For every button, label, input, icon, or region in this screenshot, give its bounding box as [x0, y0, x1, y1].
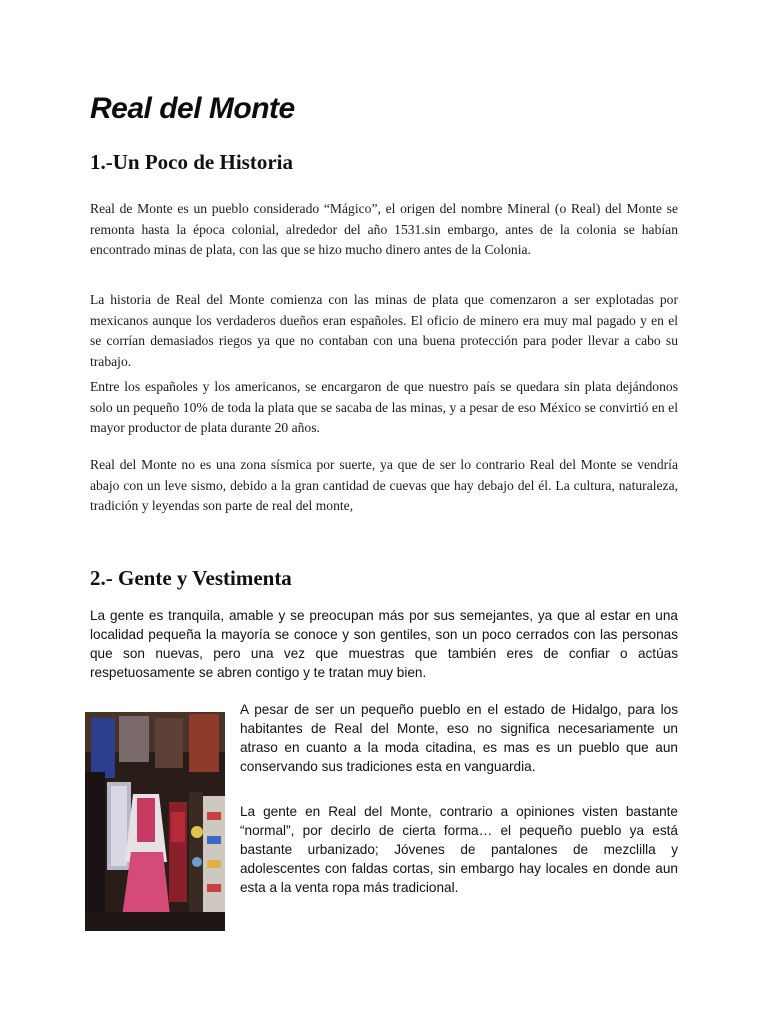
clothing-shop-illustration: [85, 712, 225, 931]
paragraph: Real del Monte no es una zona sísmica por suerte, ya que de ser lo contrario Real del Monte se vendría abajo con un leve sismo, debido a la gran cantidad de cuevas que hay debajo del él. La cultura, naturaleza, tradición y leyendas son parte de real del monte,: [90, 457, 678, 513]
paragraph: A pesar de ser un pequeño pueblo en el estado de Hidalgo, para los habitantes de Real del Monte, eso no significa necesariamente un atraso en cuanto a la moda citadina, es mas es un pueblo que aun conservando sus tradiciones esta en vanguardia.: [240, 702, 678, 774]
paragraph: La gente en Real del Monte, contrario a opiniones visten bastante “normal”, por decirlo de cierta forma… el pequeño pueblo ya está bastante urbanizado; Jóvenes de pantalones de mezclilla y adolescentes con faldas cortas, sin embargo hay locales en donde aun esta a la venta ropa más tradicional.: [240, 804, 678, 895]
document-title: Real del Monte: [90, 92, 295, 125]
clothing-shop-photo: [85, 712, 225, 931]
section-heading-historia: 1.-Un Poco de Historia: [90, 150, 293, 174]
paragraph: La historia de Real del Monte comienza con las minas de plata que comenzaron a ser explotadas por mexicanos aunque los verdaderos dueños eran españoles. El oficio de minero era muy mal pagado y en el se corrían demasiados riegos ya que no contaban con una buena protección para poder llevar a cabo su trabajo.: [90, 292, 678, 369]
paragraph: Real de Monte es un pueblo considerado “Mágico”, el origen del nombre Mineral (o Real) del Monte se remonta hasta la época colonial, alrededor del año 1531.sin embargo, antes de la colonia se habían encontrado minas de plata, con las que se hizo mucho dinero antes de la Colonia.: [90, 201, 678, 257]
paragraph: La gente es tranquila, amable y se preocupan más por sus semejantes, ya que al estar en una localidad pequeña la mayoría se conoce y son gentiles, son un poco cerrados con las personas que son nuevas, pero una vez que muestras que también eres de confiar o actúas respetuosamente se abren contigo y te tratan muy bien.: [90, 608, 678, 680]
paragraph: Entre los españoles y los americanos, se encargaron de que nuestro país se quedara sin plata dejándonos solo un pequeño 10% de toda la plata que se sacaba de las minas, y a pesar de eso México se convirtió en el mayor productor de plata durante 20 años.: [90, 379, 678, 435]
section-heading-gente: 2.- Gente y Vestimenta: [90, 566, 292, 590]
